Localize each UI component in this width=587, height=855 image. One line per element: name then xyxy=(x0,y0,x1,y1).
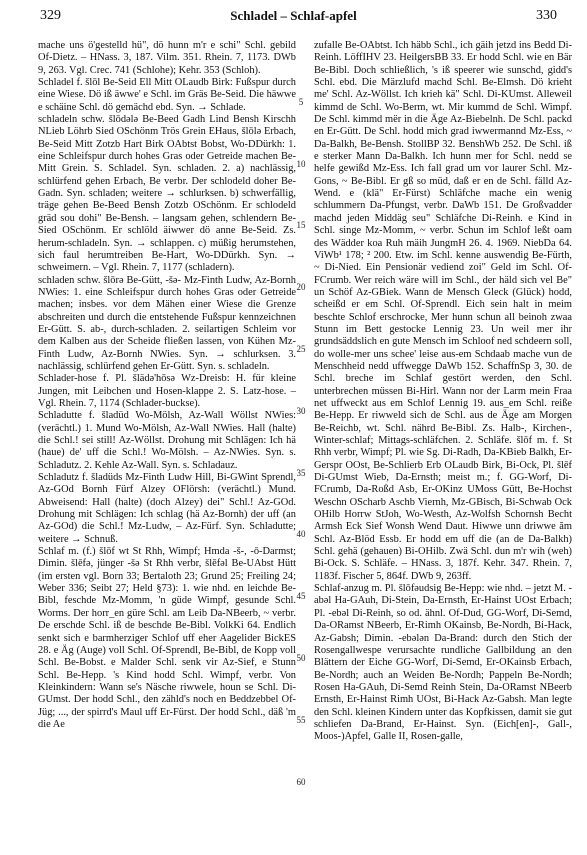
page-header xyxy=(0,8,587,28)
dictionary-entry: schladeln schw. šlōdəlǝ Be-Beed Gadh Lind Bensh Kirschh NLieb Löhrb Sied OSchönm Trös Grein EHaus, šlōlǝ Erbach, Be-Seid Mitt Zotzb Hart Birk OAbtst Bobst, Wo-DDürkh: 1. eine Schleifspur durch hohes Gras oder Getreide machen Be-Mitt Grein. S. Schladel. Syn. schladen. 2. a) nachlässig, schlürfend gehen Erbach, Be verbr. Der schlodeld doher Be-Gadn. Syn. schladen; weitere → schlurksen. b) schwerfällig, träge gehen Be-Beed Bensh Zotzb OSchönm. Er schlodeld gräd sou dohi" Be-Bensh. – langsam gehen, schlendern Be-Sied OSchönm. Er schlöld äiwwer dö anne Be-Seid. Zs. herum-schladeln. Syn. → schlappen. c) müßig herumstehen, sich faul herumtreiben Be-Hart, Wo-DDürkh. Syn. → schweimern. – Vgl. Rhein. 7, 1177 (schladern). xyxy=(38,114,296,274)
dictionary-entry: Schlader-hose f. Pl. šlädǝ'hōsǝ Wz-Dreisb: H. für kleine Jungen, mit Leibchen und Hosen-klappe 2. S. Latz-hose. – Vgl. Rhein. 7, 1174 (Schlader-buckse). xyxy=(38,373,296,409)
line-number: 30 xyxy=(296,406,306,416)
line-number: 55 xyxy=(296,715,306,725)
dictionary-entry: Schladutte f. šladüd Wo-Mölsh, Az-Wall Wöllst NWies: (verächtl.) 1. Mund Wo-Mölsh, Az-Wall NWies. Hall (halte) die Schl.! sei still! Az-Wöllst. Drohung mit Schlägen: Ich hä (haue) de' uff die Schl.! Wo-Mölsh. – Az-NWies. Syn. s. Schladutz. 2. Kehle Az-Wall. Syn. s. Schladauz. xyxy=(38,410,296,471)
dictionary-entry: schladen schw. šlōrǝ Be-Gütt, -šǝ- Mz-Finth Ludw, Az-Bornh NWies: 1. eine Schleifspur durch hohes Gras oder Getreide machen; insbes. vor dem Mähen einer Wiese die Grenze abschreiten und durch die entstehende Fußspur kennzeichnen Er-Gütt. S. ab-, durch-schladen. 2. seilartigen Schleim vor dem Kalben aus der Scheide fließen lassen, von Kühen Mz-Finth Ludw, Az-Bornh NWies. Syn. → schlurksen. 3. nachlässig, schlürfend gehen Er-Gütt. Syn. s. schladeln. xyxy=(38,274,296,372)
right-column xyxy=(314,40,572,850)
page-number-left: 329 xyxy=(40,8,61,23)
line-number: 60 xyxy=(296,777,306,787)
line-number: 50 xyxy=(296,653,306,663)
line-number: 10 xyxy=(296,159,306,169)
line-number: 35 xyxy=(296,468,306,478)
dictionary-entry: zufalle Be-OAbtst. Ich häbb Schl., ich gäih jetzd ins Bedd Di-Reinh. LöffIHV 23. HeilgersBB 33. Er hodd Schl. wie en Bär Be-Bibl. Doch schließlich, 's iß speerer wie sunschd, gidd's Schl. ebd. Die Märzlufd machd Schl. Be-Elmsh. Dö krieht me' Schl. Az-Wöllst. Ich krieh kä" Schl. Di-KUmst. Alleweil kimmd de Schl. Wo-Berm, wt. Mir kummd de Schl. Wimpf. De Schl. kimmd mër in die Äge Az-Biebelnh. De Schl. packd en Er-Gütt. De Schl. hodd mich grad iwwermannd Mz-Ess, ~ Da-Balkh, Be-Bensh. StollBP 32. BenshWb 252. De Schl. iß e sterker Mann Da-Balkh. Ich hunn mer for Schl. nedd se helfe gewißd Mz-Ess. Ich fall grad um vor laurer Schl. Mz-Gons, ~ Be-Bibl. Er gß so müd, daß er en de Schl. fälld Az-Wend. e (klä" Er-Fürst) Schläfche mache ein wenig schlummern Da-Pfungst, verbr. DaWb 151. De Großvadder machd jeden Middäg seu" Schläfche Di-Reinh. e Kind in Schl. singe Mz-Momm, ~ verbr. Schun im Schlof leßt oam des Wädder koa Ruh mäih JungmH 26. 4. 1969. NiebDa 64. ViWb¹ 178; ² 200. Etw. im Schl. kenne auswendig Be-Fürth, ~ Di-Nied. Ein Pensionär vediend zoi" Geld im Schl. Of-FCrumb. Wer reich wäre will im Schl., der häld sich vel Be" un Schöf Az-GBiek. Wann de Mensch Gleck (Glück) hodd, scheißd er em Schl. Of-Sprendl. Eich sein halt in meim beschte Schlof erschrocke, Mer hunn schun all beinoh zwaa Stunn im Bett gestocke Lennig 23. Un weil mer ihr grundsäddslich en gute Mensch im Schloof ned schdeern soll, do wolle-mer uns schee' leise aus-em Schdaab mache vun de Menschheid nedd uffwegge DaWb 152. SchaffnSp 3, 30. de Schl. breche im Schlaf gestört werden, den Schl. unterbrechen müssen Bi-Hirl. Wann nor der Larm mein Fraa net uffweckt aus em Schlof Lennig 19. aus_em Schl. reiße Be-Hepp. Er riwweld sich de Schl. aus de Äge am Morgen Be-Reichb, wt. Schl. nährd Be-Bibl. Zs. Halb-, Kirchen-, Winter-schlaf; Mittags-schläfchen. 2. Schläfe. šlōf m. f. St Rhh verbr, Wimpf; Pl. wie Sg. Di-Radh, Da-KBieb Balkh, Er-Gerspr OOst, Be-Schlierb Erb OLaudb Birk, Bi-Ock, Pl. šlēf Di-GUmst Wieb, Da-Ernsth; meist m.; f. GG-Worf, Di-FCrumb, Da-Roßd Asb, Er-OKinz UMoss Gütt, Be-Hochst Weschn OScharb Aschb Viernh, Mz-GBisch, Bi-Schwab Ock OHilb Horrw StJoh, Wo-Westh, Az-Wolfsh Schornsh Becht Armsh Eck Sief Wonsh Wend Daut. Hiwwe unn driwwe ăm Schl. Az-Blöd Essb. Er hodd em uff die (an de Da-Balkh) Schl. gehä (gehauen) Bi-OHilb. Zwä Schl. dun m'r wih (weh) Bi-Ock. S. Schläfe. – HNass. 3, 187f. Kehr. 347. Rhein. 7, 1183f. Fischer 5, 864f. DWb 9, 263ff. xyxy=(314,40,572,582)
dictionary-entry: Schladel f. šlōl Be-Seid Ell Mitt OLaudb Birk: Fußspur durch eine Wiese. Dö iß äwwe' e Schl. im Gräs Be-Seid. Die häwwe e schäine Schl. dö gemächd ebd. Syn. → Schlade. xyxy=(38,77,296,113)
dictionary-entry: Schlaf m. (f.) šlōf wt St Rhh, Wimpf; Hmda -š-, -ō-Darmst; Dimin. šlēfǝ, jünger -šǝ St Rhh verbr, šlēfǝl Be-UAbst Hütt (im ersten vgl. Born 33; Bertaloth 23; Grund 25; Freiling 24; Weber 336; Seibt 27; Held §73): 1. wie nhd. en leichde Be-Bibl, feschde Mz-Momm, 'n güde Wimpf, gesunde Schl. Worms. Der horr_en güre Schl. am Leib Da-NBeerb, ~ verbr. De erschde Schl. iß de beschde Be-Bibl. VolkKi 64. Endlich senkt sich e barmherziger Schlof uff eher Aagelider BickES 28. e Äg (Auge) voll Schl. Of-Sprendl, Be-Bibl, de Kopp voll Schl. Be-Bobst. e Malder Schl. senk vir Az-Sief, e Stunn Schl. Be-Hepp. 's Kind hodd Schl. Wimpf, verbr. Von Kleinkindern: Wann se's Näsche riwwele, houn se Schl. Di-GUmst. Der hodd Schl., den zähld's noch en Beddzebbel Of-Jüg; ..., der spirrd's Maul uff Er-Fürst. Der hodd Schl., däß 'm die Ae xyxy=(38,546,296,730)
line-number: 5 xyxy=(298,97,304,107)
line-number: 25 xyxy=(296,344,306,354)
dictionary-entry: Schladutz f. šladüds Mz-Finth Ludw Hill, Bi-GWint Sprendl, Az-GOd Bornh Fürf Alzey OFlörsh: (verächtl.) Mund. Abweisend: Hall (halte) (doch Alzey) dei" Schl.! Az-GOd. Drohung mit Schlägen: Ich schlag (hä Az-Bornh) der uff (an Az-GOd) die Schl.! Mz-Ludw, – Az-Fürf. Syn. Schladutte; weitere → Schnuß. xyxy=(38,472,296,545)
page-title: Schladel – Schlaf-apfel xyxy=(230,8,357,23)
line-number: 40 xyxy=(296,529,306,539)
dictionary-entry: mache uns ö'gestelld hü", dö hunn m'r e schi" Schl. gebild Of-Dietz. – HNass. 3, 187. Vilm. 351. Rhein. 7, 1173. DWb 9, 263. Vgl. Crec. 741 (Schlohe); Kehr. 353 (Schloh). xyxy=(38,40,296,76)
dictionary-entry: Schlaf-anzug m. Pl. šlōfǝudsig Be-Hepp: wie nhd. – jetzt M. -abǝl Ha-GAuh, Di-Stein, Da-Ernsth, Er-Hainst UOst Erbach; Pl. -ebǝl Di-Reinh, so od. ähnl. Of-Dud, GG-Worf, Di-Semd, Da-ORamst NBeerb, Er-Rimh OKainsb, Be-Nordh, Bi-Hack, Az-Gabsh; Dimin. -ebǝlǝn Da-Brand: durch den Stich der Rosengallwespe verursachte rundliche Gallbildung an den Blättern der Eiche GG-Worf, Di-Semd, Er-OKainsb Erbach, Be-Nordh; auch an Weiden Be-Nordh; Pappeln Be-Nordh; Rosen Ha-GAuh, Di-Semd Reinh Stein, Da-ORamst NBeerb Ernsth, Er-Hainst Rimh UOst, Bi-Hack Az-Gabsh. Man legte den Schl. kleinen Kindern unter das Kopfkissen, damit sie gut schliefen Da-Brand, Er-Hainst. Syn. (Eich[en]-, Gall-, Moos-)Apfel, Galle II, Rosen-galle, xyxy=(314,583,572,743)
line-number: 45 xyxy=(296,591,306,601)
line-number: 20 xyxy=(296,282,306,292)
line-number: 15 xyxy=(296,220,306,230)
page-number-right: 330 xyxy=(536,8,557,23)
left-column xyxy=(38,40,296,850)
